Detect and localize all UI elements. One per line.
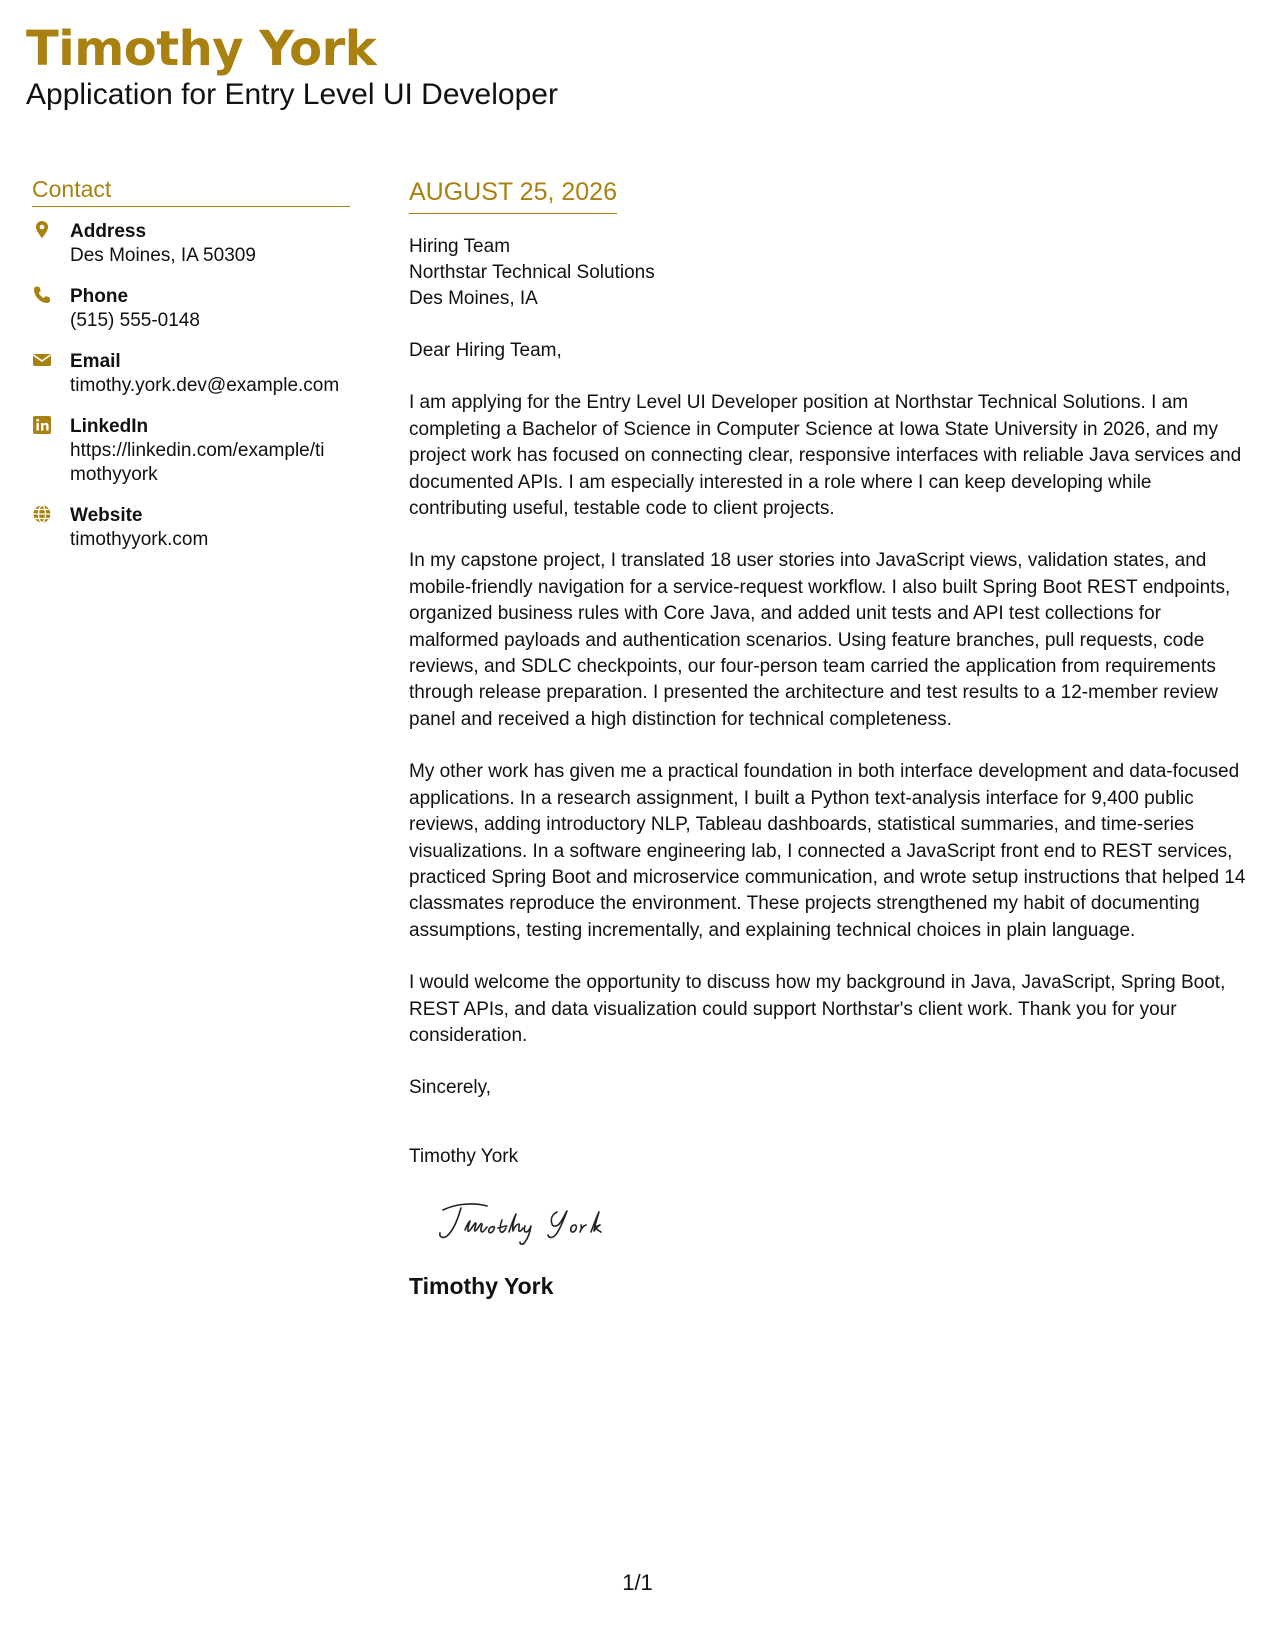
body-paragraph: I would welcome the opportunity to discuss how my background in Java, JavaScript, Spring Boot, REST APIs, and data visualization could support Northstar's client work. Thank you for your consideration. — [409, 972, 1226, 1046]
contact-label: Website — [70, 505, 143, 526]
application-title: Application for Entry Level UI Developer — [26, 78, 558, 112]
contact-phone — [32, 284, 350, 333]
closing-name: Timothy York — [409, 1145, 519, 1167]
page-number: 1/1 — [622, 1570, 653, 1595]
letter-header — [26, 22, 558, 113]
body-paragraph: I am applying for the Entry Level UI Developer position at Northstar Technical Solutions. I am completing a Bachelor of Science in Computer Science at Iowa State University in 2026, and my project work has focused on connecting clear, responsive interfaces with reliable Java services and documented APIs. I am especially interested in a role where I can keep developing while contributing useful, testable code to client projects. — [409, 392, 1242, 520]
envelope-icon — [32, 349, 70, 370]
contact-label: Email — [70, 351, 121, 372]
applicant-name: Timothy York — [26, 21, 377, 77]
salutation: Dear Hiring Team, — [409, 340, 562, 361]
closing: Sincerely, — [409, 1077, 492, 1099]
contact-list — [32, 219, 350, 552]
contact-address — [32, 219, 350, 268]
contact-value: timothy.york.dev@example.com — [70, 375, 340, 396]
contact-website — [32, 503, 350, 552]
contact-label: Phone — [70, 286, 129, 307]
recipient-line: Northstar Technical Solutions — [409, 262, 655, 283]
body-paragraph: My other work has given me a practical foundation in both interface development and data-focused applications. In a research assignment, I built a Python text-analysis interface for 9,400 public reviews, adding introductory NLP, Tableau dashboards, statistical summaries, and time-series visualizations. In a software engineering lab, I connected a JavaScript front end to REST services, practiced Spring Boot and microservice communication, and wrote setup instructions that helped 14 classmates reproduce the environment. These projects strengthened my habit of documenting assumptions, testing incrementally, and explaining technical choices in plain language. — [409, 761, 1246, 941]
contact-value: Des Moines, IA 50309 — [70, 245, 256, 266]
signed-name: Timothy York — [409, 1272, 554, 1299]
recipient-line: Hiring Team — [409, 236, 511, 257]
linkedin-icon — [32, 414, 70, 435]
contact-linkedin — [32, 414, 350, 487]
contact-value: (515) 555-0148 — [70, 310, 200, 331]
phone-icon — [32, 284, 70, 305]
contact-value: timothyyork.com — [70, 529, 209, 550]
letter-date: AUGUST 25, 2026 — [409, 178, 617, 214]
handwritten-signature — [435, 1194, 665, 1254]
body-paragraph: In my capstone project, I translated 18 user stories into JavaScript views, validation states, and mobile-friendly navigation for a service-request workflow. I also built Spring Boot REST endpoints, organized business rules with Core Java, and added unit tests and API test collections for malformed payloads and authentication scenarios. Using feature branches, pull requests, code reviews, and SDLC checkpoints, our four-person team carried the application from requirements through release preparation. I presented the architecture and test results to a 12-member review panel and received a high distinction for technical completeness. — [409, 550, 1231, 730]
recipient-line: Des Moines, IA — [409, 288, 538, 309]
recipient-block — [409, 234, 1249, 312]
contact-sidebar — [32, 176, 350, 568]
location-pin-icon — [32, 219, 70, 240]
contact-label: LinkedIn — [70, 416, 149, 437]
contact-heading: Contact — [32, 176, 350, 207]
letter-body — [409, 178, 1249, 1300]
contact-email — [32, 349, 350, 398]
globe-icon — [32, 503, 70, 524]
contact-label: Address — [70, 221, 147, 242]
contact-value: https://linkedin.com/example/timothyyork — [70, 440, 325, 485]
